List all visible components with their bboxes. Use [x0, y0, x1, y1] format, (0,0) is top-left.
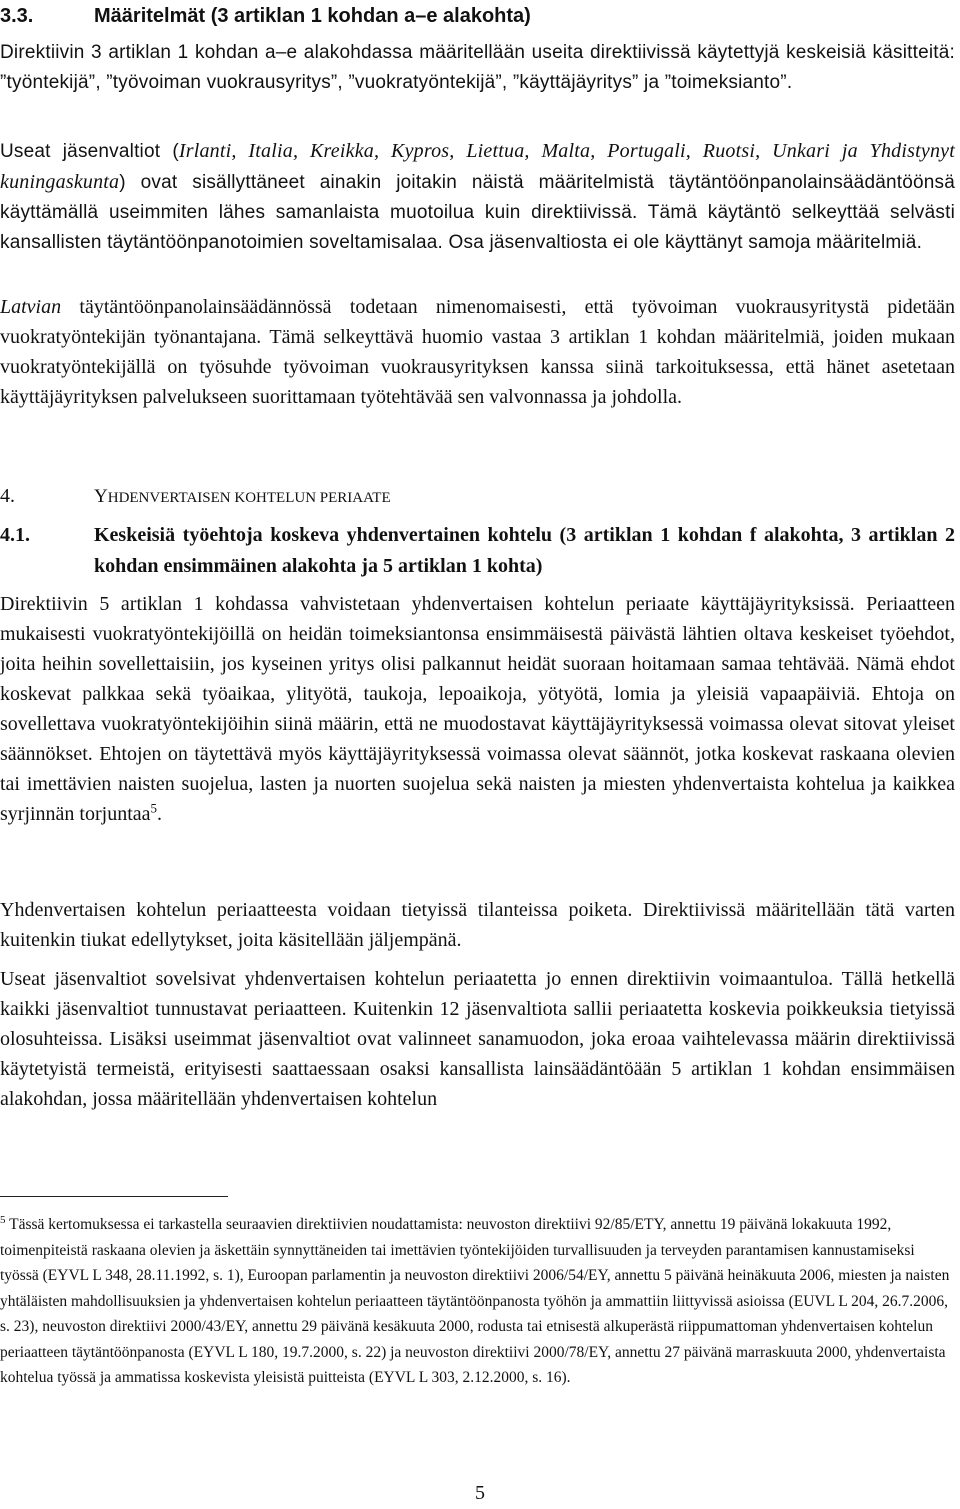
paragraph-equal-treatment: Direktiivin 5 artiklan 1 kohdassa vahvistetaan yhdenvertaisen kohtelun periaate käyttäjäyrityksissä. Periaatteen mukaisesti vuokratyöntekijöillä on heidän toimeksiantonsa ensimmäisestä päivästä lähtien oltava keskeiset työehdot, joita heihin sovellettaisiin, jos kyseinen yritys olisi palkannut heidät suoraan hoitamaan samaa tehtävää. Nämä ehdot koskevat palkkaa sekä työaikaa, ylityötä, taukoja, lepoaikoja, yötyötä, lomia ja yleisiä vapaapäiviä. Ehtoja on sovellettava vuokratyöntekijöihin siinä määrin, että ne muodostavat käyttäjäyrityksessä voimassa olevat sitovat yleiset säännökset. Ehtojen on täytettävä myös käyttäjäyrityksessä voimassa olevat säännöt, jotka koskevat raskaana olevien tai imettävien naisten suojelua, lasten ja nuorten suojelua sekä naisten ja miesten yhdenvertaista kohtelua ja kaikkea syrjinnän torjuntaa$^5$.	[0, 593, 955, 825]
section-heading-4-1	[0, 520, 955, 582]
paragraph-member-states: Useat jäsenvaltiot (Irlanti, Italia, Kreikka, Kypros, Liettua, Malta, Portugali, Ruotsi, Unkari ja Yhdistynyt kuningaskunta) ovat sisällyttäneet ainakin joitakin näistä määritelmistä täytäntöönpanolainsäädäntöönsä käyttämällä useimmiten lähes samanlaista muotoilua kuin direktiivissä. Tämä käytäntö selkeyttää selvästi kansallisten täytäntöönpanotoimien soveltamisalaa. Osa jäsenvaltiosta ei ole käyttänyt samoja määritelmiä.	[0, 140, 955, 253]
paragraph-latvia: Latvian täytäntöönpanolainsäädännössä todetaan nimenomaisesti, että työvoiman vuokrausyritystä pidetään vuokratyöntekijän työnantajana. Tämä selkeyttävä huomio vastaa 3 artiklan 1 kohdan määritelmiä, joiden mukaan vuokratyöntekijällä on työsuhde työvoiman vuokrausyrityksen kanssa siinä tarkoituksessa, että hänet asetetaan käyttäjäyrityksen palvelukseen suorittamaan työtehtävää sen valvonnassa ja johdolla.	[0, 296, 955, 408]
section-heading-3-3	[0, 4, 531, 28]
paragraph-implementation: Useat jäsenvaltiot sovelsivat yhdenvertaisen kohtelun periaatetta jo ennen direktiivin voimaantuloa. Tällä hetkellä kaikki jäsenvaltiot tunnustavat periaatteen. Kuitenkin 12 jäsenvaltiota sallii periaatetta koskevia poikkeuksia tietyissä olosuhteissa. Lisäksi useimmat jäsenvaltiot ovat valinneet sanamuodon, joka eroaa vaihtelevassa määrin direktiivissä käytetyistä termeistä, erityisesti saattaessaan osaksi kansallista lainsäädäntöään 5 artiklan 1 kohdan ensimmäisen alakohdan, jossa määritellään yhdenvertaisen kohtelun	[0, 968, 955, 1110]
footnote	[0, 1212, 955, 1391]
page-number: 5	[475, 1482, 485, 1504]
footnote-text: Tässä kertomuksessa ei tarkastella seuraavien direktiivien noudattamista: neuvoston direktiivi 92/85/ETY, annettu 19 päivänä lokakuuta 1992, toimenpiteistä raskaana olevien ja äskettäin synnyttäneiden tai imettävien työntekijöiden turvallisuuden ja terveyden parantamisen kannustamiseksi työssä (EYVL L 348, 28.11.1992, s. 1), Euroopan parlamentin ja neuvoston direktiivi 2006/54/EY, annettu 5 päivänä heinäkuuta 2006, miesten ja naisten yhtäläisten mahdollisuuksien ja yhdenvertaisen kohtelun periaatteen täytäntöönpanosta työhön ja ammattiin liittyvissä asioissa (EUVL L 204, 26.7.2006, s. 23), neuvoston direktiivi 2000/43/EY, annettu 29 päivänä kesäkuuta 2000, rodusta tai etnisestä alkuperästä riippumattoman yhdenvertaisen kohtelun periaatteen täytäntöönpanosta (EYVL L 180, 19.7.2000, s. 22) ja neuvoston direktiivi 2000/78/EY, annettu 27 päivänä marraskuuta 2000, yhdenvertaista kohtelua työssä ja ammatissa koskevista yleisistä puitteista (EYVL L 303, 2.12.2000, s. 16).	[0, 1216, 950, 1386]
paragraph-derogations: Yhdenvertaisen kohtelun periaatteesta voidaan tietyissä tilanteissa poiketa. Direktiivissä määritellään tätä varten kuitenkin tiukat edellytykset, joita käsitellään jäljempänä.	[0, 899, 955, 951]
section-number: 4.	[0, 485, 15, 507]
section-number: 3.3.	[0, 5, 34, 27]
country-name: Latvian	[0, 296, 62, 318]
footnote-separator	[0, 1196, 228, 1197]
section-heading-4	[0, 484, 391, 508]
footnote-reference[interactable]: 5	[150, 800, 158, 816]
paragraph-definitions: Direktiivin 3 artiklan 1 kohdan a–e alakohdassa määritellään useita direktiivissä käytettyjä keskeisiä käsitteitä: ”työntekijä”, ”työvoiman vuokrausyritys”, ”vuokratyöntekijä”, ”käyttäjäyritys” ja ”toimeksianto”.	[0, 42, 955, 93]
section-title: YHDENVERTAISEN KOHTELUN PERIAATE	[94, 486, 391, 507]
footnote-number: 5	[0, 1213, 6, 1226]
section-title: Määritelmät (3 artiklan 1 kohdan a–e alakohta)	[94, 5, 531, 27]
country-list: Irlanti, Italia, Kreikka, Kypros, Liettua, Malta, Portugali, Ruotsi, Unkari ja Yhdistynyt kuningaskunta	[0, 140, 955, 193]
section-title: Keskeisiä työehtoja koskeva yhdenvertainen kohtelu (3 artiklan 1 kohdan f alakohta, 3 artiklan 2 kohdan ensimmäinen alakohta ja 5 artiklan 1 kohta)	[94, 524, 955, 577]
section-number: 4.1.	[0, 524, 30, 546]
